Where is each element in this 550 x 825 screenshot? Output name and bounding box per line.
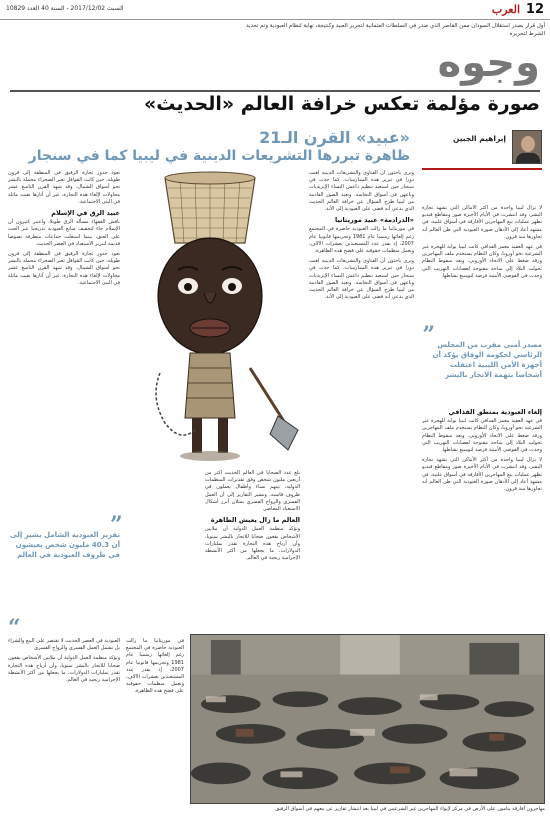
author-name: إبراهيم الجبين xyxy=(452,134,506,143)
column-1-subhead: إلغاء العبودية بمنطق القذافي xyxy=(448,408,542,416)
column-4-body: تعود جذور تجارة الرقيق في المنطقة إلى قرون طويلة، حين كانت القوافل تعبر الصحراء محملة بالبشر نحو أسواق الشمال. وقد شهد القرن التاسع عشر محاولات لإلغاء هذه التجارة، غير أن آثارها بقيت ماثلة في البنى الاجتماعية. xyxy=(8,170,120,205)
column-1-lower xyxy=(422,405,542,630)
column-2-body-2: في موريتانيا ما زالت العبودية حاضرة في المجتمع رغم إلغائها رسميا عام 1981 وتجريمها قانونيا عام 2007، إذ يقدر عدد المستعبدين بعشرات الآلاف، وتعمل منظمات حقوقية على فضح هذه الظاهرة. xyxy=(309,226,414,255)
dateline: السبت 2017/12/02 - السنة 40 العدد 10829 xyxy=(6,5,124,12)
newspaper-logo: العرب xyxy=(491,3,520,16)
column-4-lower xyxy=(8,638,120,818)
author-byline xyxy=(422,130,542,200)
column-1-filler: في عهد العقيد معمر القذافي كانت ليبيا بوابة للهجرة غير الشرعية نحو أوروبا، وكان النظام يستخدم ملف المهاجرين ورقة ضغط على الاتحاد الأوروبي. وبعد سقوط النظام تحولت البلاد إلى ساحة مفتوحة لعصابات التهريب التي وجدت في الفوضى الأمنية فرصة لتوسيع نشاطها. xyxy=(422,244,542,279)
column-4-body-3: تعود جذور تجارة الرقيق في المنطقة إلى قرون طويلة، حين كانت القوافل تعبر الصحراء محملة بالبشر نحو أسواق الشمال. وقد شهد القرن التاسع عشر محاولات لإلغاء هذه التجارة، غير أن آثارها بقيت ماثلة في البنى الاجتماعية. xyxy=(8,251,120,286)
column-3 xyxy=(205,470,300,630)
author-divider xyxy=(422,168,542,170)
column-3-body-2: وتؤكد منظمة العمل الدولية أن ملايين الأشخاص يقعون ضحايا للاتجار بالبشر سنويا، وأن أرباح هذه التجارة تقدر بمليارات الدولارات، ما يجعلها من أكثر الأنشطة الإجرامية ربحية في العالم. xyxy=(205,526,300,562)
section-label: وجوه xyxy=(437,40,540,86)
column-4-subhead: عبيد الرق في الإسلام xyxy=(51,209,120,218)
column-2-subhead: «الدرادمة» عبيد موريتانيا xyxy=(334,216,414,225)
column-4-lower-body: العبودية في العصر الحديث لا تقتصر على البيع والشراء بل تشمل العمل القسري والزواج القسري xyxy=(8,638,120,652)
page-number: 12 xyxy=(525,2,544,17)
section-divider xyxy=(10,90,540,92)
column-4-lower-body-2: وتؤكد منظمة العمل الدولية أن ملايين الأشخاص يقعون ضحايا للاتجار بالبشر سنويا، وأن أرباح هذه التجارة تقدر بمليارات الدولارات، ما يجعلها من أكثر الأنشطة الإجرامية ربحية في العالم. xyxy=(8,655,120,684)
column-1-intro: لا تزال ليبيا واحدة من أكثر الأماكن التي تشهد تجارة البشر، وقد انتشرت في الأيام الأخيرة صور ومقاطع فيديو تظهر عمليات بيع المهاجرين الأفارقة في أسواق علنية، في مشهد أعاد إلى الأذهان صورة العبودية التي ظن العالم أنه تجاوزها منذ قرون. xyxy=(422,205,542,240)
migrants-photo xyxy=(190,634,545,804)
quote-mark-icon: ” xyxy=(422,322,435,348)
headline: صورة مؤلمة تعكس خرافة العالم «الحديث» xyxy=(144,93,540,115)
column-5 xyxy=(126,638,184,818)
column-3-body: بلغ عدد الضحايا في العالم الحديث أكثر من أربعين مليون شخص وفق تقديرات المنظمات الدولية، بينهم نساء وأطفال يعملون في ظروف قاسية. وتشير التقارير إلى أن العمل القسري والزواج القسري يمثلان أبرز أشكال الاستعباد المعاصر. xyxy=(205,470,300,513)
column-4-body-2: ناقش الفقهاء مسألة الرق طويلا، واعتبر كثيرون أن الإسلام جاء لتجفيف منابع العبودية تدريجيا عبر الحث على العتق، بينما استغلت جماعات متطرفة نصوصا قديمة لتبرير الاستعباد في العصر الحديث. xyxy=(8,219,120,247)
subheadline-secondary: ظاهرة تبررها التشريعات الدينية في ليبيا كما في سنجار xyxy=(28,148,410,164)
column-3-subhead: العالم ما زال يعيش الظاهرة xyxy=(210,516,300,525)
column-1-body-cont: لا تزال ليبيا واحدة من أكثر الأماكن التي تشهد تجارة البشر، وقد انتشرت في الأيام الأخيرة صور ومقاطع فيديو تظهر عمليات بيع المهاجرين الأفارقة في أسواق علنية، في مشهد أعاد إلى الأذهان صورة العبودية التي ظن العالم أنه تجاوزها منذ قرون. xyxy=(422,457,542,493)
column-2-body-3: ويرى باحثون أن الفتاوى والتشريعات الدينية لعبت دورا في تبرير هذه الممارسات، كما حدث في سنجار حين استعبد تنظيم داعش النساء الإيزيديات وباعهن في أسواق النخاسة. وتعيد الصور القادمة من ليبيا طرح السؤال عن خرافة العالم الحديث الذي يدعي أنه قضى على العبودية إلى الأبد. xyxy=(309,258,414,301)
photo-caption: مهاجرون أفارقة ينامون على الأرض في مركز لإيواء المهاجرين غير الشرعيين في ليبيا بعد انتشار تقارير عن بيعهم في أسواق الرقيق xyxy=(275,806,545,812)
author-photo xyxy=(512,130,542,164)
top-notice: أول قرار يصدر استقلال السودان ممن القاصر الذي صدر في السلطات العثمانية لتحرير العبيد وكنتيجة، نهاية لنظام العبودية وتم تحديد الشرط لتحريره xyxy=(246,23,545,37)
subheadline-primary: «عبيد» القرن الـ21 xyxy=(259,128,410,147)
column-1-body: في عهد العقيد معمر القذافي كانت ليبيا بوابة للهجرة غير الشرعية نحو أوروبا، وكان النظام يستخدم ملف المهاجرين ورقة ضغط على الاتحاد الأوروبي. وبعد سقوط النظام تحولت البلاد إلى ساحة مفتوحة لعصابات التهريب التي وجدت في الفوضى الأمنية فرصة لتوسيع نشاطها. xyxy=(422,418,542,454)
caricature-illustration xyxy=(120,168,300,463)
page-header xyxy=(0,0,550,20)
pull-quote-1: مصدر أمني مقرب من المجلس الرئاسي لحكومة الوفاق يؤكد أن أجهزة الأمن الليبية اعتقلت أشخاصا بتهمة الاتجار بالبشر xyxy=(432,341,542,379)
column-4 xyxy=(8,170,120,470)
column-2-body: ويرى باحثون أن الفتاوى والتشريعات الدينية لعبت دورا في تبرير هذه الممارسات، كما حدث في سنجار حين استعبد تنظيم داعش النساء الإيزيديات وباعهن في أسواق النخاسة. وتعيد الصور القادمة من ليبيا طرح السؤال عن خرافة العالم الحديث الذي يدعي أنه قضى على العبودية إلى الأبد. xyxy=(309,170,414,213)
column-2 xyxy=(309,170,414,630)
pull-quote-2: تقرير العبودية الشامل يشير إلى أن 40.3 مليون شخص يعيشون في ظروف العبودية في العالم xyxy=(10,531,120,559)
quote-mark-icon: “ xyxy=(8,615,21,641)
quote-mark-icon: ” xyxy=(110,512,123,538)
column-5-body: في موريتانيا ما زالت العبودية حاضرة في المجتمع رغم إلغائها رسميا عام 1981 وتجريمها قانونيا عام 2007، إذ يقدر عدد المستعبدين بعشرات الآلاف، وتعمل منظمات حقوقية على فضح هذه الظاهرة. xyxy=(126,638,184,695)
